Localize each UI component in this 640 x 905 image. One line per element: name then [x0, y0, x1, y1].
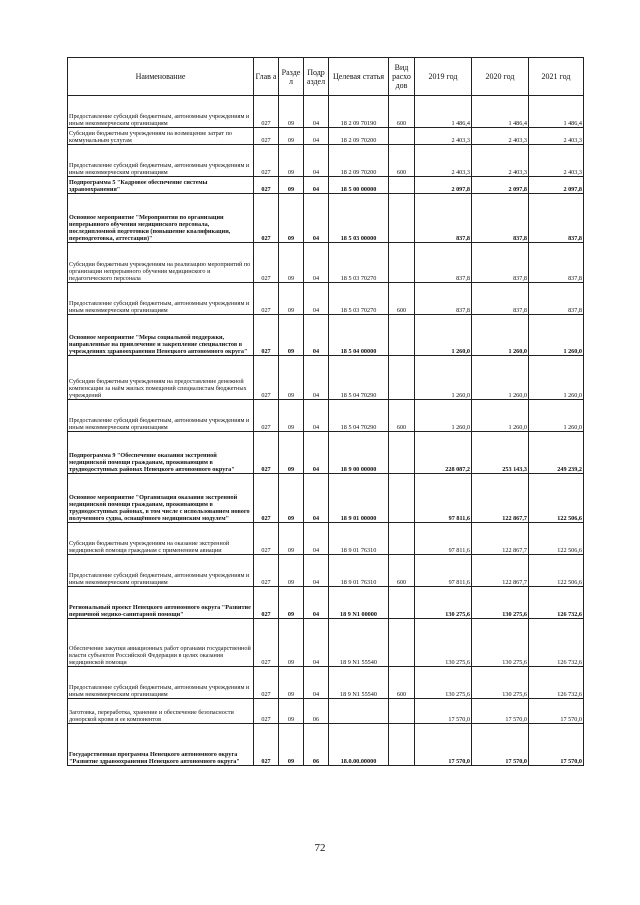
cell-razdel: 09	[279, 619, 304, 667]
cell-2020: 253 143,3	[472, 432, 529, 474]
cell-razdel: 09	[279, 587, 304, 619]
cell-statya: 18 9 N1 00000	[329, 587, 389, 619]
cell-2019: 97 811,6	[415, 474, 472, 523]
cell-2021: 126 732,6	[529, 587, 584, 619]
table-row	[68, 177, 584, 194]
cell-statya: 18 5 03 70270	[329, 283, 389, 315]
cell-2021: 17 570,0	[529, 699, 584, 724]
table-row	[68, 356, 584, 400]
cell-podrazdel: 04	[304, 145, 329, 177]
cell-statya: 18 5 03 00000	[329, 194, 389, 243]
table-row	[68, 667, 584, 699]
cell-2019: 130 275,6	[415, 619, 472, 667]
cell-vid	[389, 699, 415, 724]
cell-2019: 837,8	[415, 194, 472, 243]
table-row	[68, 587, 584, 619]
cell-2021: 1 260,0	[529, 400, 584, 432]
cell-podrazdel: 04	[304, 523, 329, 555]
cell-2020: 1 486,4	[472, 96, 529, 128]
cell-2020: 17 570,0	[472, 724, 529, 766]
cell-podrazdel: 04	[304, 432, 329, 474]
cell-2019: 1 486,4	[415, 96, 472, 128]
cell-razdel: 09	[279, 145, 304, 177]
cell-statya: 18 5 04 70290	[329, 400, 389, 432]
cell-2020: 130 275,6	[472, 619, 529, 667]
cell-name: Основное мероприятие "Организация оказания экстренной медицинской помощи гражданам, проживающим в труднодоступных районах, в том числе с использованием нового полученного судна, оснащённого медицинским модулем"	[68, 474, 254, 523]
cell-name: Предоставление субсидий бюджетным, автономным учреждениям и иным некоммерческим организациям	[68, 145, 254, 177]
cell-vid	[389, 523, 415, 555]
cell-2021: 1 260,0	[529, 356, 584, 400]
cell-2021: 2 403,3	[529, 128, 584, 145]
table-row	[68, 243, 584, 283]
cell-statya: 18.0.00.00000	[329, 724, 389, 766]
cell-podrazdel: 04	[304, 356, 329, 400]
cell-glava: 027	[254, 555, 279, 587]
cell-razdel: 09	[279, 432, 304, 474]
table-row	[68, 283, 584, 315]
table-body	[68, 96, 584, 766]
cell-vid	[389, 177, 415, 194]
cell-razdel: 09	[279, 315, 304, 356]
cell-2019: 97 811,6	[415, 523, 472, 555]
cell-razdel: 09	[279, 667, 304, 699]
cell-statya	[329, 699, 389, 724]
cell-podrazdel: 04	[304, 587, 329, 619]
cell-glava: 027	[254, 724, 279, 766]
cell-vid: 600	[389, 667, 415, 699]
cell-statya: 18 2 09 70200	[329, 128, 389, 145]
cell-vid	[389, 356, 415, 400]
cell-name: Предоставление субсидий бюджетным, автономным учреждениям и иным некоммерческим организациям	[68, 555, 254, 587]
cell-2020: 1 260,0	[472, 400, 529, 432]
cell-2020: 837,8	[472, 243, 529, 283]
cell-2019: 1 260,0	[415, 315, 472, 356]
cell-glava: 027	[254, 145, 279, 177]
col-header-glava: Глав а	[254, 58, 279, 96]
cell-podrazdel: 06	[304, 724, 329, 766]
cell-podrazdel: 04	[304, 283, 329, 315]
cell-2021: 1 260,0	[529, 315, 584, 356]
cell-name: Региональный проект Ненецкого автономного округа "Развитие первичной медико-санитарной помощи"	[68, 587, 254, 619]
cell-glava: 027	[254, 619, 279, 667]
cell-razdel: 09	[279, 724, 304, 766]
cell-glava: 027	[254, 667, 279, 699]
cell-razdel: 09	[279, 243, 304, 283]
cell-2019: 2 403,3	[415, 145, 472, 177]
table-row	[68, 699, 584, 724]
cell-2020: 1 260,0	[472, 315, 529, 356]
cell-podrazdel: 04	[304, 177, 329, 194]
table-row	[68, 96, 584, 128]
cell-2021: 122 506,6	[529, 474, 584, 523]
cell-glava: 027	[254, 315, 279, 356]
cell-2019: 837,8	[415, 243, 472, 283]
cell-glava: 027	[254, 474, 279, 523]
cell-vid	[389, 128, 415, 145]
cell-vid	[389, 587, 415, 619]
cell-2019: 130 275,6	[415, 667, 472, 699]
cell-podrazdel: 04	[304, 243, 329, 283]
cell-2019: 2 403,3	[415, 128, 472, 145]
cell-statya: 18 9 01 00000	[329, 474, 389, 523]
cell-podrazdel: 04	[304, 555, 329, 587]
table-row	[68, 724, 584, 766]
cell-glava: 027	[254, 177, 279, 194]
table-row	[68, 315, 584, 356]
budget-table	[67, 57, 584, 766]
table-row	[68, 555, 584, 587]
cell-name: Подпрограмма 9 "Обеспечение оказания экстренной медицинской помощи гражданам, проживающим в труднодоступных районах Ненецкого автономного округа"	[68, 432, 254, 474]
table-row	[68, 128, 584, 145]
cell-statya: 18 2 09 70200	[329, 145, 389, 177]
cell-2019: 1 260,0	[415, 400, 472, 432]
cell-podrazdel: 04	[304, 474, 329, 523]
cell-vid	[389, 194, 415, 243]
cell-2020: 17 570,0	[472, 699, 529, 724]
cell-vid: 600	[389, 555, 415, 587]
cell-2020: 1 260,0	[472, 356, 529, 400]
cell-2020: 2 403,3	[472, 128, 529, 145]
col-header-2019: 2019 год	[415, 58, 472, 96]
cell-2019: 17 570,0	[415, 724, 472, 766]
cell-2019: 837,8	[415, 283, 472, 315]
table-row	[68, 619, 584, 667]
cell-name: Субсидии бюджетным учреждениям на реализацию мероприятий по организации непрерывного обучения медицинского и педагогического персонала	[68, 243, 254, 283]
col-header-podrazdel: Подр аздел	[304, 58, 329, 96]
table-row	[68, 474, 584, 523]
cell-podrazdel: 06	[304, 699, 329, 724]
cell-glava: 027	[254, 400, 279, 432]
cell-razdel: 09	[279, 699, 304, 724]
cell-name: Обеспечение закупки авиационных работ органами государственной власти субъектов Российской Федерации в целях оказания медицинской помощи	[68, 619, 254, 667]
cell-vid	[389, 243, 415, 283]
cell-podrazdel: 04	[304, 667, 329, 699]
cell-glava: 027	[254, 356, 279, 400]
cell-vid: 600	[389, 283, 415, 315]
cell-name: Основное мероприятие "Мероприятия по организации непрерывного обучения медицинского персонала, последипломной подготовки (повышение квалификации, переподготовка, аттестация)"	[68, 194, 254, 243]
cell-name: Предоставление субсидий бюджетным, автономным учреждениям и иным некоммерческим организациям	[68, 96, 254, 128]
cell-2021: 17 570,0	[529, 724, 584, 766]
cell-vid	[389, 315, 415, 356]
table-row	[68, 400, 584, 432]
cell-name: Подпрограмма 5 "Кадровое обеспечение системы здравоохранения"	[68, 177, 254, 194]
cell-vid	[389, 432, 415, 474]
cell-2019: 1 260,0	[415, 356, 472, 400]
table-row	[68, 432, 584, 474]
col-header-vid: Вид расхо дов	[389, 58, 415, 96]
cell-razdel: 09	[279, 400, 304, 432]
col-header-statya: Целевая статья	[329, 58, 389, 96]
cell-glava: 027	[254, 523, 279, 555]
col-header-razdel: Разде л	[279, 58, 304, 96]
cell-2021: 837,8	[529, 283, 584, 315]
cell-razdel: 09	[279, 523, 304, 555]
cell-2019: 97 811,6	[415, 555, 472, 587]
cell-name: Субсидии бюджетным учреждениям на предоставление денежной компенсации за наём жилых помещений специалистам бюджетных учреждений	[68, 356, 254, 400]
cell-2020: 122 867,7	[472, 523, 529, 555]
page-number: 72	[314, 842, 326, 854]
cell-razdel: 09	[279, 555, 304, 587]
cell-2021: 1 486,4	[529, 96, 584, 128]
cell-glava: 027	[254, 194, 279, 243]
cell-razdel: 09	[279, 474, 304, 523]
cell-vid	[389, 724, 415, 766]
cell-2020: 837,8	[472, 194, 529, 243]
cell-2020: 2 403,3	[472, 145, 529, 177]
cell-glava: 027	[254, 128, 279, 145]
col-header-2020: 2020 год	[472, 58, 529, 96]
cell-statya: 18 9 01 76310	[329, 555, 389, 587]
cell-razdel: 09	[279, 283, 304, 315]
cell-2021: 249 239,2	[529, 432, 584, 474]
cell-razdel: 09	[279, 194, 304, 243]
cell-name: Основное мероприятие "Меры социальной поддержки, направленные на привлечение и закрепление специалистов в учреждениях здравоохранения Ненецкого автономного округа"	[68, 315, 254, 356]
cell-2020: 130 275,6	[472, 667, 529, 699]
cell-name: Предоставление субсидий бюджетным, автономным учреждениям и иным некоммерческим организациям	[68, 400, 254, 432]
cell-statya: 18 2 09 70190	[329, 96, 389, 128]
cell-2021: 126 732,6	[529, 619, 584, 667]
cell-statya: 18 9 00 00000	[329, 432, 389, 474]
cell-glava: 027	[254, 283, 279, 315]
cell-glava: 027	[254, 243, 279, 283]
cell-2019: 228 087,2	[415, 432, 472, 474]
cell-2020: 130 275,6	[472, 587, 529, 619]
cell-2019: 17 570,0	[415, 699, 472, 724]
cell-glava: 027	[254, 96, 279, 128]
table-row	[68, 194, 584, 243]
cell-vid: 600	[389, 96, 415, 128]
cell-name: Субсидии бюджетным учреждениям на возмещение затрат по коммунальным услугам	[68, 128, 254, 145]
cell-2021: 837,8	[529, 194, 584, 243]
cell-glava: 027	[254, 432, 279, 474]
cell-2021: 2 403,3	[529, 145, 584, 177]
cell-podrazdel: 04	[304, 315, 329, 356]
cell-2021: 122 506,6	[529, 523, 584, 555]
cell-2020: 837,8	[472, 283, 529, 315]
cell-statya: 18 9 N1 55540	[329, 667, 389, 699]
cell-name: Предоставление субсидий бюджетным, автономным учреждениям и иным некоммерческим организациям	[68, 667, 254, 699]
cell-2021: 2 097,8	[529, 177, 584, 194]
cell-podrazdel: 04	[304, 619, 329, 667]
cell-statya: 18 9 01 76310	[329, 523, 389, 555]
cell-vid	[389, 619, 415, 667]
cell-podrazdel: 04	[304, 194, 329, 243]
cell-statya: 18 5 04 70290	[329, 356, 389, 400]
cell-name: Субсидии бюджетным учреждениям на оказание экстренной медицинской помощи гражданам с применением авиации	[68, 523, 254, 555]
cell-statya: 18 5 00 00000	[329, 177, 389, 194]
cell-vid: 600	[389, 145, 415, 177]
cell-statya: 18 5 03 70270	[329, 243, 389, 283]
table-header-row	[68, 58, 584, 96]
cell-2019: 130 275,6	[415, 587, 472, 619]
cell-glava: 027	[254, 587, 279, 619]
cell-2020: 2 097,8	[472, 177, 529, 194]
cell-podrazdel: 04	[304, 128, 329, 145]
cell-vid	[389, 474, 415, 523]
cell-glava: 027	[254, 699, 279, 724]
cell-2021: 126 732,6	[529, 667, 584, 699]
cell-2021: 122 506,6	[529, 555, 584, 587]
cell-statya: 18 5 04 00000	[329, 315, 389, 356]
cell-statya: 18 9 N1 55540	[329, 619, 389, 667]
cell-razdel: 09	[279, 96, 304, 128]
cell-2020: 122 867,7	[472, 474, 529, 523]
cell-2020: 122 867,7	[472, 555, 529, 587]
cell-vid: 600	[389, 400, 415, 432]
cell-razdel: 09	[279, 177, 304, 194]
table-row	[68, 145, 584, 177]
cell-razdel: 09	[279, 356, 304, 400]
cell-podrazdel: 04	[304, 400, 329, 432]
cell-name: Государственная программа Ненецкого автономного округа "Развитие здравоохранения Ненецкого автономного округа"	[68, 724, 254, 766]
table-row	[68, 523, 584, 555]
cell-name: Заготовка, переработка, хранение и обеспечение безопасности донорской крови и ее компонентов	[68, 699, 254, 724]
col-header-name: Наименование	[68, 58, 254, 96]
cell-2021: 837,8	[529, 243, 584, 283]
cell-podrazdel: 04	[304, 96, 329, 128]
cell-2019: 2 097,8	[415, 177, 472, 194]
cell-razdel: 09	[279, 128, 304, 145]
col-header-2021: 2021 год	[529, 58, 584, 96]
cell-name: Предоставление субсидий бюджетным, автономным учреждениям и иным некоммерческим организациям	[68, 283, 254, 315]
